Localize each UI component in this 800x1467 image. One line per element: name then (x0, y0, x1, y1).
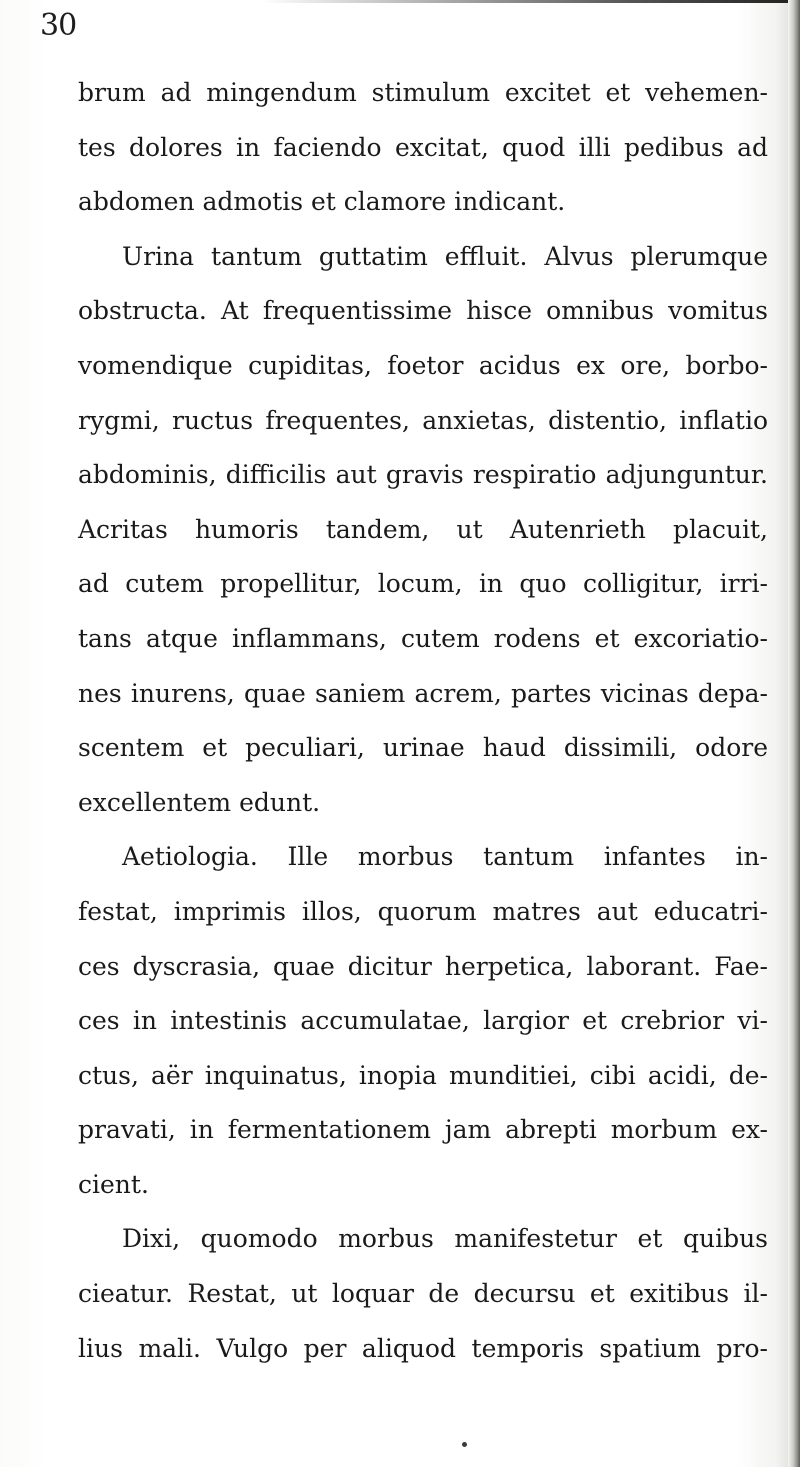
text-line: cieatur. Restat, ut loquar de decursu et exitibus il- (78, 1279, 768, 1309)
text-line: brum ad mingendum stimulum excitet et vehemen- (78, 78, 768, 107)
page-number: 30 (40, 8, 77, 43)
text-line: lius mali. Vulgo per aliquod temporis spatium pro- (78, 1333, 768, 1363)
body-text (78, 66, 768, 1376)
text-line: excellentem edunt. (78, 787, 321, 817)
text-line: obstructa. At frequentissime hisce omnibus vomitus (78, 296, 768, 326)
page-top-edge (260, 0, 790, 3)
text-line: scentem et peculiari, urinae haud dissimili, odore (78, 733, 768, 763)
text-line: ces in intestinis accumulatae, largior et crebrior vi- (78, 1006, 768, 1036)
text-line: Acritas humoris tandem, ut Autenrieth placuit, (78, 514, 768, 544)
text-line: ctus, aër inquinatus, inopia munditiei, cibi acidi, de- (78, 1060, 768, 1090)
text-line: pravati, in fermentationem jam abrepti morbum ex- (78, 1115, 768, 1145)
text-line: ad cutem propellitur, locum, in quo colligitur, irri- (78, 569, 768, 599)
text-line: cient. (78, 1169, 149, 1199)
page-right-edge (788, 0, 800, 1467)
text-line: Urina tantum guttatim effluit. Alvus plerumque (122, 241, 768, 271)
text-line: nes inurens, quae saniem acrem, partes vicinas depa- (78, 678, 768, 708)
text-line: abdomen admotis et clamore indicant. (78, 187, 566, 217)
text-line: rygmi, ructus frequentes, anxietas, distentio, inflatio (78, 405, 768, 435)
text-line: abdominis, difficilis aut gravis respiratio adjunguntur. (78, 460, 768, 490)
text-line: festat, imprimis illos, quorum matres aut educatri- (78, 896, 768, 926)
text-line: tans atque inflammans, cutem rodens et excoriatio- (78, 623, 768, 653)
text-line: Dixi, quomodo morbus manifestetur et quibus (122, 1224, 768, 1254)
text-line: tes dolores in faciendo excitat, quod illi pedibus ad (78, 132, 768, 162)
ink-smudge (462, 1442, 467, 1447)
text-line: vomendique cupiditas, foetor acidus ex ore, borbo- (78, 350, 768, 380)
text-line: ces dyscrasia, quae dicitur herpetica, laborant. Fae- (78, 951, 768, 981)
text-line: Aetiologia. Ille morbus tantum infantes in- (122, 842, 768, 872)
